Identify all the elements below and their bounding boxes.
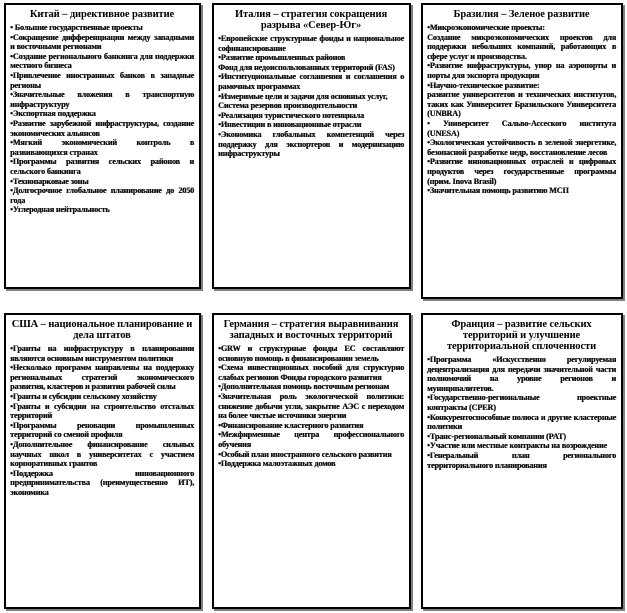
- list-item: •Европейские структурные фонды и национальное софинансирование: [218, 34, 404, 53]
- list-item: •Развитие инфраструктуры, упор на аэропорты и порты для экспорта продукции: [427, 61, 616, 80]
- list-item: •Гранты на инфраструктуру в планировании являются основным инструментом политики: [10, 344, 194, 363]
- brazil-box: [421, 3, 623, 299]
- list-item: •Особый план иностранного сельского развития: [218, 449, 392, 459]
- list-item: •Программа «Искусственно регулируемая децентрализация для передачи значительной части полномочий на уровне регионов и муниципалитетов.: [427, 355, 616, 393]
- list-item: Система резервов производительности: [218, 101, 357, 111]
- list-item: •Развитие зарубежной инфраструктуры, создание экономических альянсов: [10, 118, 194, 138]
- china-title: Китай – директивное развитие: [29, 9, 175, 20]
- list-item: •Углеродная нейтральность: [10, 205, 110, 215]
- list-item: развитие университетов и технических институтов, таких как Университет Бразильского Университета (UNBRA): [427, 90, 616, 119]
- list-item: •Экспортная поддержка: [10, 109, 96, 119]
- list-item: •Привлечение иностранных банков в западные регионы: [10, 70, 194, 90]
- france-box: [421, 313, 623, 609]
- brazil-list: [427, 23, 616, 196]
- list-item: •Инвестиции в инновационные отрасли: [218, 120, 362, 130]
- brazil-title: Бразилия – Зеленое развитие: [453, 9, 590, 20]
- list-item: Фонд для недоиспользованных территорий (FAS): [218, 62, 395, 72]
- list-item: •Сокращение дифференциации между западными и восточными регионами: [10, 32, 194, 52]
- usa-list: [10, 344, 194, 498]
- list-item: •Транс-региональный компании (PAT): [427, 431, 566, 441]
- germany-box: [212, 313, 411, 609]
- france-list: [427, 355, 616, 470]
- list-item: •Поддержка инновационного предпринимательства (преимущественно ИТ), экономика: [10, 468, 194, 497]
- list-item: •Дополнительное финансирование сильных научных школ в университетах с участием корпоративных грантов: [10, 439, 194, 469]
- germany-list: [218, 344, 404, 469]
- list-item: •Значительные вложения в транспортную инфраструктуру: [10, 90, 194, 109]
- list-item: •Конкурентоспособные полюса и другие кластерные политики: [427, 412, 616, 432]
- italy-list: [218, 34, 404, 159]
- list-item: •GRW и структурные фонды ЕС составляют основную помощь в финансировании земель: [218, 344, 404, 363]
- list-item: •Программы реновации промышленных территорий со сменой профиля: [10, 420, 194, 440]
- list-item: Создание микроэкономических проектов для поддержки небольших компаний, работающих в сфере услуг и производства.: [427, 32, 616, 61]
- usa-box: [4, 313, 201, 609]
- germany-title: Германия – стратегия выравнивания западных и восточных территорий: [223, 319, 399, 341]
- list-item: •Экологическая устойчивость в зеленой энергетике, безопасной разработке недр, восстановление лесов: [427, 138, 616, 157]
- list-item: •Развитие инновационных отраслей и цифровых продуктов через государственные программы (прим. Inova Brasil): [427, 157, 616, 186]
- list-item: •Создание регионального банкинга для поддержки местного бизнеса: [10, 51, 194, 71]
- list-item: •Экономика глобальных компетенций через поддержку для экспортеров и модернизацию инфраструктуры: [218, 129, 404, 159]
- list-item: •Межфирменные центра профессионального обучения: [218, 430, 404, 449]
- list-item: •Дополнительная помощь восточным регионам: [218, 382, 389, 392]
- list-item: •Измеримые цели и задачи для основных услуг,: [218, 91, 388, 101]
- list-item: •Развитие промышленных районов: [218, 53, 346, 63]
- list-item: •Мягкий экономический контроль в развивающихся странах: [10, 138, 194, 157]
- usa-title: США – национальное планирование и дела штатов: [11, 319, 193, 341]
- list-item: •Поддержка малоэтажных домов: [218, 459, 336, 469]
- list-item: •Схема инвестиционных пособий для структурно слабых регионов Фонды городского развития: [218, 363, 404, 382]
- list-item: •Институциональные соглашения и соглашения о рамочных программах: [218, 72, 404, 91]
- france-title: Франция – развитие сельских территорий и улучшение территориальной сплоченности: [446, 319, 597, 352]
- list-item: •Технопарковые зоны: [10, 176, 89, 186]
- list-item: •Научно-техническое развитие:: [427, 80, 540, 90]
- china-box: [4, 3, 201, 289]
- list-item: •Гранты и субсидии сельскому хозяйству: [10, 391, 157, 401]
- list-item: •Программы развития сельских районов и сельского банкинга: [10, 157, 194, 176]
- list-item: •Финансирование кластерного развития: [218, 420, 364, 430]
- list-item: •Генеральный план регионального территориального планирования: [427, 450, 616, 470]
- italy-title: Италия – стратегия сокращения разрыва «Север-Юг»: [234, 9, 388, 31]
- list-item: •Значительная роль экологической политики: снижение добычи угля, закрытие АЭС с переходом на более чистые источники энергии: [218, 391, 404, 421]
- list-item: •Значительная помощь развитию МСП: [427, 186, 569, 196]
- list-item: •Несколько программ направлены на поддержку региональных стратегий экономического развития, кластеров и развития рабочей силы: [10, 363, 194, 392]
- list-item: •Участие или местные контракты на возрождение: [427, 441, 607, 451]
- list-item: •Микроэкономические проекты:: [427, 23, 545, 32]
- list-item: •Гранты и субсидии на строительство отсталых территорий: [10, 401, 194, 421]
- list-item: •Государственно-региональные проектные контракты (CPER): [427, 393, 616, 412]
- list-item: •Долгосрочное глобальное планирование до 2050 года: [10, 186, 194, 205]
- list-item: • Большие государственные проекты: [10, 23, 143, 32]
- list-item: • Университет Сальво-Ассеского института (UNESA): [427, 118, 616, 138]
- italy-box: [212, 3, 411, 289]
- china-list: [10, 23, 194, 215]
- list-item: •Реализация туристического потенциала: [218, 110, 364, 120]
